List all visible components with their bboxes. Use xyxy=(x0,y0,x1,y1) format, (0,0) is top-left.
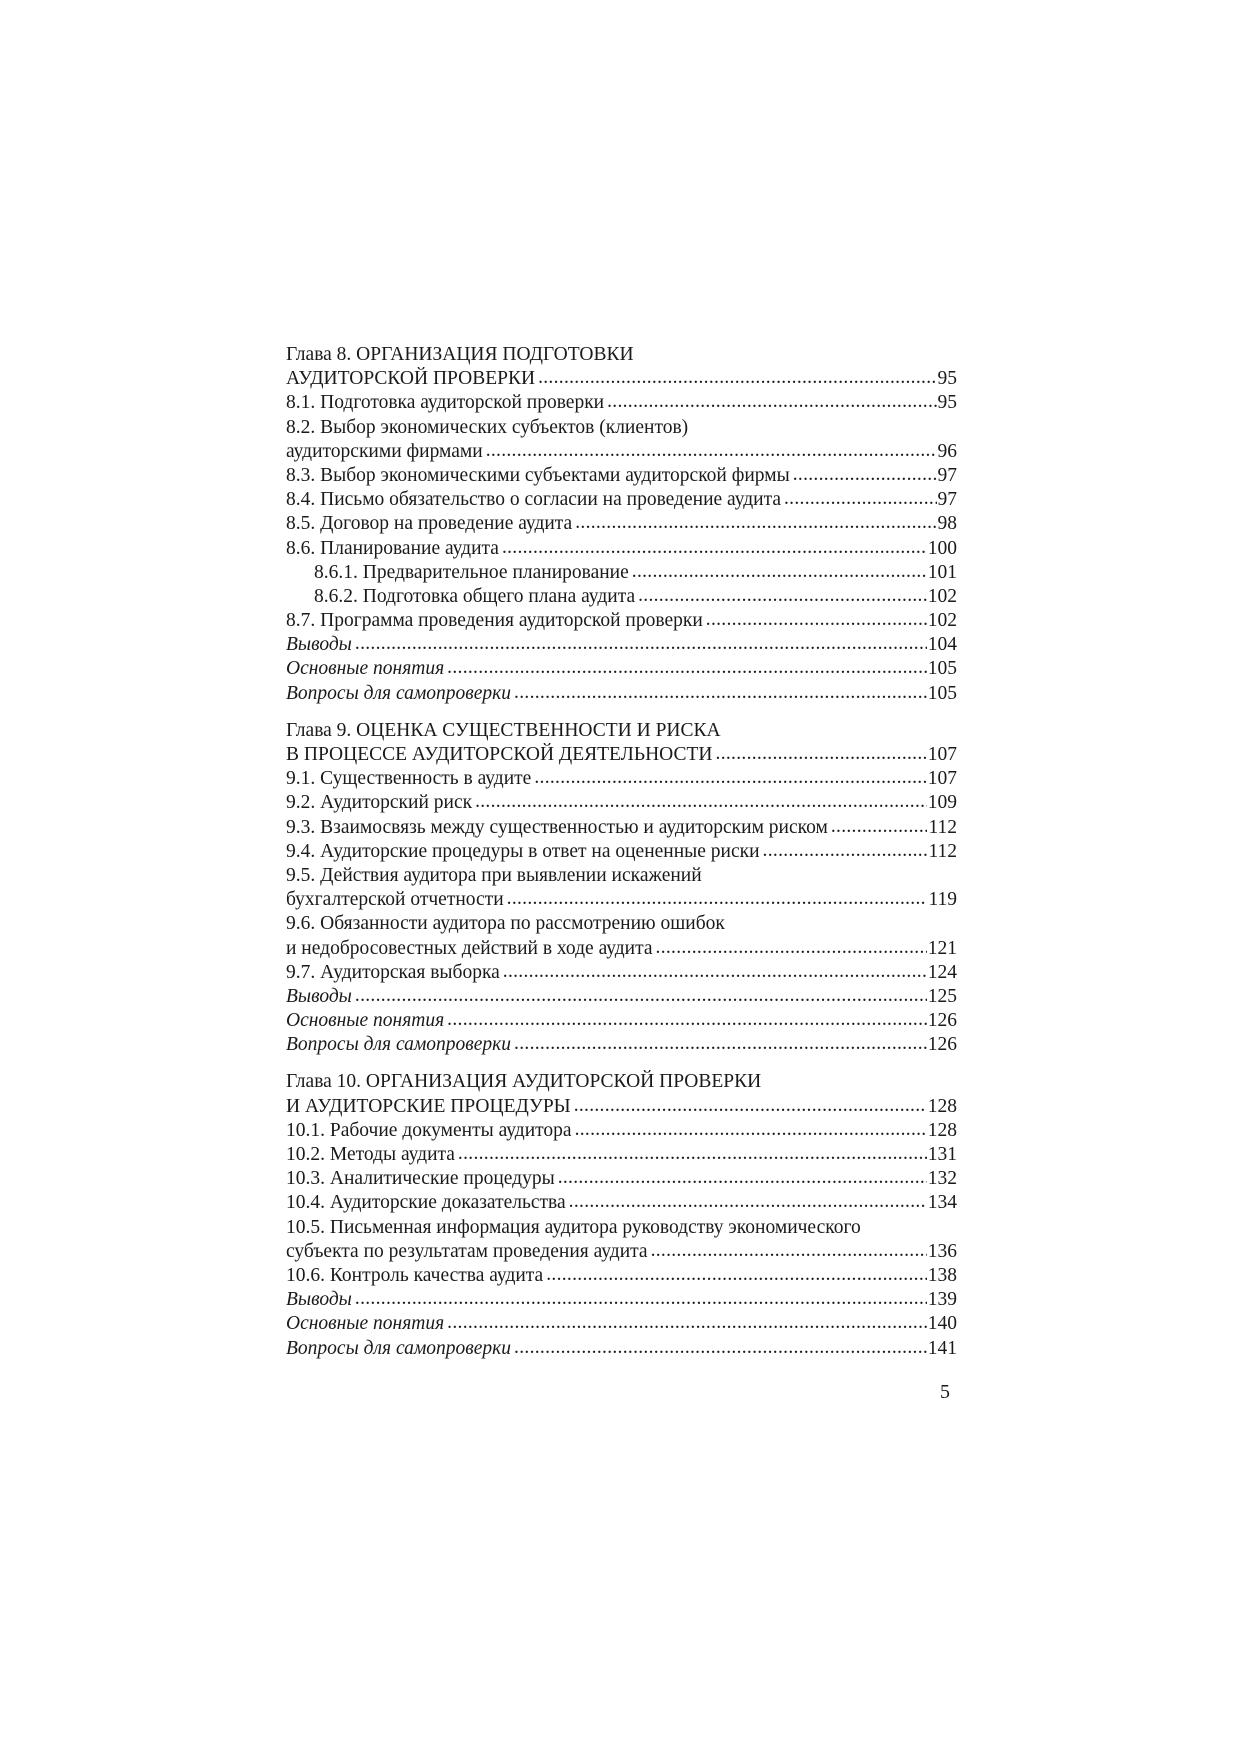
toc-entry-label: Вопросы для самопроверки xyxy=(286,1034,512,1056)
toc-entry-page: 102 xyxy=(927,585,957,607)
dot-leader xyxy=(569,1190,927,1214)
dot-leader xyxy=(575,511,936,535)
toc-entry-page: 97 xyxy=(937,489,957,511)
dot-leader xyxy=(447,1311,927,1335)
toc-entry-label: бухгалтерской отчетности xyxy=(286,889,504,911)
toc-chapter-block xyxy=(286,343,957,706)
dot-leader xyxy=(514,1336,927,1360)
toc-entry-page: 112 xyxy=(928,816,957,838)
toc-entry-label: 9.3. Взаимосвязь между существенностью и аудиторским риском xyxy=(286,816,828,838)
toc-entry xyxy=(286,1070,957,1094)
toc-entry-label: Основные понятия xyxy=(286,1313,445,1335)
dot-leader xyxy=(632,560,927,584)
toc-entry-label: 8.6.2. Подготовка общего плана аудита xyxy=(314,585,636,607)
toc-entry-page: 119 xyxy=(928,889,957,911)
dot-leader xyxy=(716,742,927,766)
toc-chapter-block xyxy=(286,1070,957,1360)
toc-entry-page: 125 xyxy=(927,985,957,1007)
toc-entry-page: 109 xyxy=(927,792,957,814)
toc-entry xyxy=(286,985,957,1009)
dot-leader xyxy=(355,1287,927,1311)
dot-leader xyxy=(558,1166,927,1190)
toc-entry-label: 10.3. Аналитические процедуры xyxy=(286,1168,555,1190)
toc-entry xyxy=(286,888,957,912)
toc-entry xyxy=(286,1337,957,1361)
toc-entry-label: 8.2. Выбор экономических субъектов (клиентов) xyxy=(286,416,689,438)
toc-entry xyxy=(286,367,957,391)
toc-entry xyxy=(286,343,957,367)
toc-entry-label: 10.2. Методы аудита xyxy=(286,1144,455,1165)
toc-entry xyxy=(286,391,957,415)
dot-leader xyxy=(458,1142,927,1166)
toc-entry-label: 9.6. Обязанности аудитора по рассмотрению ошибок xyxy=(286,913,725,935)
dot-leader xyxy=(538,366,936,390)
toc-entry xyxy=(286,609,957,633)
toc-entry-label: Выводы xyxy=(286,634,352,656)
toc-entry-label: 9.4. Аудиторские процедуры в ответ на оцененные риски xyxy=(286,840,760,862)
toc-entry-page: 139 xyxy=(927,1289,957,1311)
toc-entry-label: Вопросы для самопроверки xyxy=(286,682,512,704)
toc-entry xyxy=(286,1312,957,1336)
toc-entry xyxy=(286,537,957,561)
toc-entry xyxy=(286,440,957,464)
toc-entry-label: Глава 9. ОЦЕНКА СУЩЕСТВЕННОСТИ И РИСКА xyxy=(286,719,721,741)
dot-leader xyxy=(575,1118,927,1142)
toc-entry-page: 138 xyxy=(927,1264,957,1286)
toc-entry-label: Основные понятия xyxy=(286,1010,445,1032)
toc-entry xyxy=(286,1095,957,1119)
toc-chapter-block xyxy=(286,719,957,1058)
toc-entry-page: 107 xyxy=(927,768,957,790)
toc-entry xyxy=(286,719,957,743)
dot-leader xyxy=(514,1032,927,1056)
toc-entry-page: 136 xyxy=(927,1240,957,1262)
toc-entry-page: 105 xyxy=(927,682,957,704)
toc-entry-label: субъекта по результатам проведения аудита xyxy=(286,1240,648,1262)
dot-leader xyxy=(355,984,927,1008)
toc-entry-page: 124 xyxy=(927,961,957,983)
dot-leader xyxy=(447,656,927,680)
toc-entry-page: 132 xyxy=(927,1168,957,1190)
dot-leader xyxy=(784,487,937,511)
toc-entry-page: 112 xyxy=(928,840,957,862)
page-number: 5 xyxy=(940,1381,950,1403)
toc-entry xyxy=(286,1240,957,1264)
toc-entry-page: 140 xyxy=(927,1313,957,1335)
toc-entry-label: АУДИТОРСКОЙ ПРОВЕРКИ xyxy=(286,368,536,390)
toc-entry-page: 126 xyxy=(927,1034,957,1056)
toc-entry-page: 131 xyxy=(927,1144,957,1165)
dot-leader xyxy=(574,1094,927,1118)
toc-entry-label: 10.6. Контроль качества аудита xyxy=(286,1264,544,1286)
toc-entry-label: Выводы xyxy=(286,985,352,1007)
toc-entry-label: И АУДИТОРСКИЕ ПРОЦЕДУРЫ xyxy=(286,1095,571,1117)
toc-entry xyxy=(286,657,957,681)
toc-entry-page: 121 xyxy=(927,937,957,959)
dot-leader xyxy=(514,681,927,705)
dot-leader xyxy=(503,960,927,984)
toc-entry-label: Выводы xyxy=(286,1289,352,1311)
dot-leader xyxy=(651,1239,927,1263)
toc-entry-page: 95 xyxy=(937,368,957,390)
toc-entry xyxy=(286,1143,957,1167)
toc-entry-label: 8.1. Подготовка аудиторской проверки xyxy=(286,392,605,414)
toc-entry-page: 100 xyxy=(927,537,957,559)
toc-entry xyxy=(286,1191,957,1215)
dot-leader xyxy=(447,1008,927,1032)
toc-entry xyxy=(286,840,957,864)
toc-entry xyxy=(286,937,957,961)
toc-entry-label: 9.1. Существенность в аудите xyxy=(286,768,532,790)
dot-leader xyxy=(607,390,936,414)
dot-leader xyxy=(502,536,927,560)
dot-leader xyxy=(831,815,928,839)
table-of-contents xyxy=(286,343,957,1374)
toc-entry xyxy=(286,1009,957,1033)
toc-entry-label: и недобросовестных действий в ходе аудита xyxy=(286,937,653,959)
toc-entry-page: 95 xyxy=(937,392,957,414)
toc-entry-page: 134 xyxy=(927,1192,957,1214)
toc-entry-page: 101 xyxy=(927,561,957,583)
toc-entry xyxy=(286,1216,957,1240)
dot-leader xyxy=(706,608,927,632)
toc-entry-label: 9.7. Аудиторская выборка xyxy=(286,961,500,983)
toc-entry-label: 8.3. Выбор экономическими субъектами аудиторской фирмы xyxy=(286,464,790,486)
dot-leader xyxy=(656,936,927,960)
toc-entry xyxy=(286,1288,957,1312)
toc-entry xyxy=(286,512,957,536)
dot-leader xyxy=(534,766,926,790)
toc-entry-page: 104 xyxy=(927,634,957,656)
toc-entry-page: 107 xyxy=(927,744,957,765)
toc-entry-label: Основные понятия xyxy=(286,658,445,680)
dot-leader xyxy=(475,790,927,814)
toc-entry xyxy=(286,561,957,585)
toc-entry xyxy=(286,633,957,657)
toc-entry xyxy=(286,1167,957,1191)
dot-leader xyxy=(507,887,928,911)
dot-leader xyxy=(355,632,927,656)
toc-entry-label: 9.5. Действия аудитора при выявлении искажений xyxy=(286,864,702,886)
toc-entry-page: 105 xyxy=(927,658,957,680)
toc-entry xyxy=(286,816,957,840)
toc-entry-page: 141 xyxy=(927,1337,957,1359)
toc-entry-page: 97 xyxy=(937,464,957,486)
toc-entry xyxy=(286,585,957,609)
toc-entry-label: 8.7. Программа проведения аудиторской проверки xyxy=(286,610,703,632)
toc-entry-page: 128 xyxy=(927,1119,957,1141)
toc-entry xyxy=(286,912,957,936)
dot-leader xyxy=(546,1263,927,1287)
toc-entry-label: 8.6. Планирование аудита xyxy=(286,537,499,559)
toc-entry xyxy=(286,961,957,985)
toc-entry-page: 102 xyxy=(927,610,957,632)
toc-entry-label: 8.4. Письмо обязательство о согласии на проведение аудита xyxy=(286,489,781,511)
toc-entry xyxy=(286,864,957,888)
toc-entry xyxy=(286,464,957,488)
toc-entry xyxy=(286,1033,957,1057)
toc-entry xyxy=(286,416,957,440)
toc-entry-label: аудиторскими фирмами xyxy=(286,440,483,462)
toc-entry xyxy=(286,743,957,767)
dot-leader xyxy=(763,839,928,863)
toc-entry-page: 96 xyxy=(937,440,957,462)
toc-entry-page: 126 xyxy=(927,1010,957,1032)
toc-entry-label: Вопросы для самопроверки xyxy=(286,1337,512,1359)
toc-entry-label: 8.5. Договор на проведение аудита xyxy=(286,513,573,535)
toc-entry-label: Глава 10. ОРГАНИЗАЦИЯ АУДИТОРСКОЙ ПРОВЕРКИ xyxy=(286,1071,762,1093)
toc-entry-label: 8.6.1. Предварительное планирование xyxy=(314,561,629,583)
toc-entry xyxy=(286,682,957,706)
dot-leader xyxy=(486,439,937,463)
toc-entry xyxy=(286,767,957,791)
toc-entry-label: В ПРОЦЕССЕ АУДИТОРСКОЙ ДЕЯТЕЛЬНОСТИ xyxy=(286,744,713,765)
toc-entry xyxy=(286,1119,957,1143)
dot-leader xyxy=(793,463,937,487)
toc-entry-label: Глава 8. ОРГАНИЗАЦИЯ ПОДГОТОВКИ xyxy=(286,344,634,365)
toc-entry-label: 9.2. Аудиторский риск xyxy=(286,792,473,814)
toc-entry xyxy=(286,791,957,815)
toc-entry xyxy=(286,488,957,512)
toc-entry-page: 98 xyxy=(937,513,957,535)
toc-entry xyxy=(286,1264,957,1288)
toc-entry-page: 128 xyxy=(927,1095,957,1117)
toc-entry-label: 10.5. Письменная информация аудитора руководству экономического xyxy=(286,1216,861,1238)
toc-entry-label: 10.1. Рабочие документы аудитора xyxy=(286,1119,572,1141)
dot-leader xyxy=(638,584,927,608)
toc-entry-label: 10.4. Аудиторские доказательства xyxy=(286,1192,566,1214)
